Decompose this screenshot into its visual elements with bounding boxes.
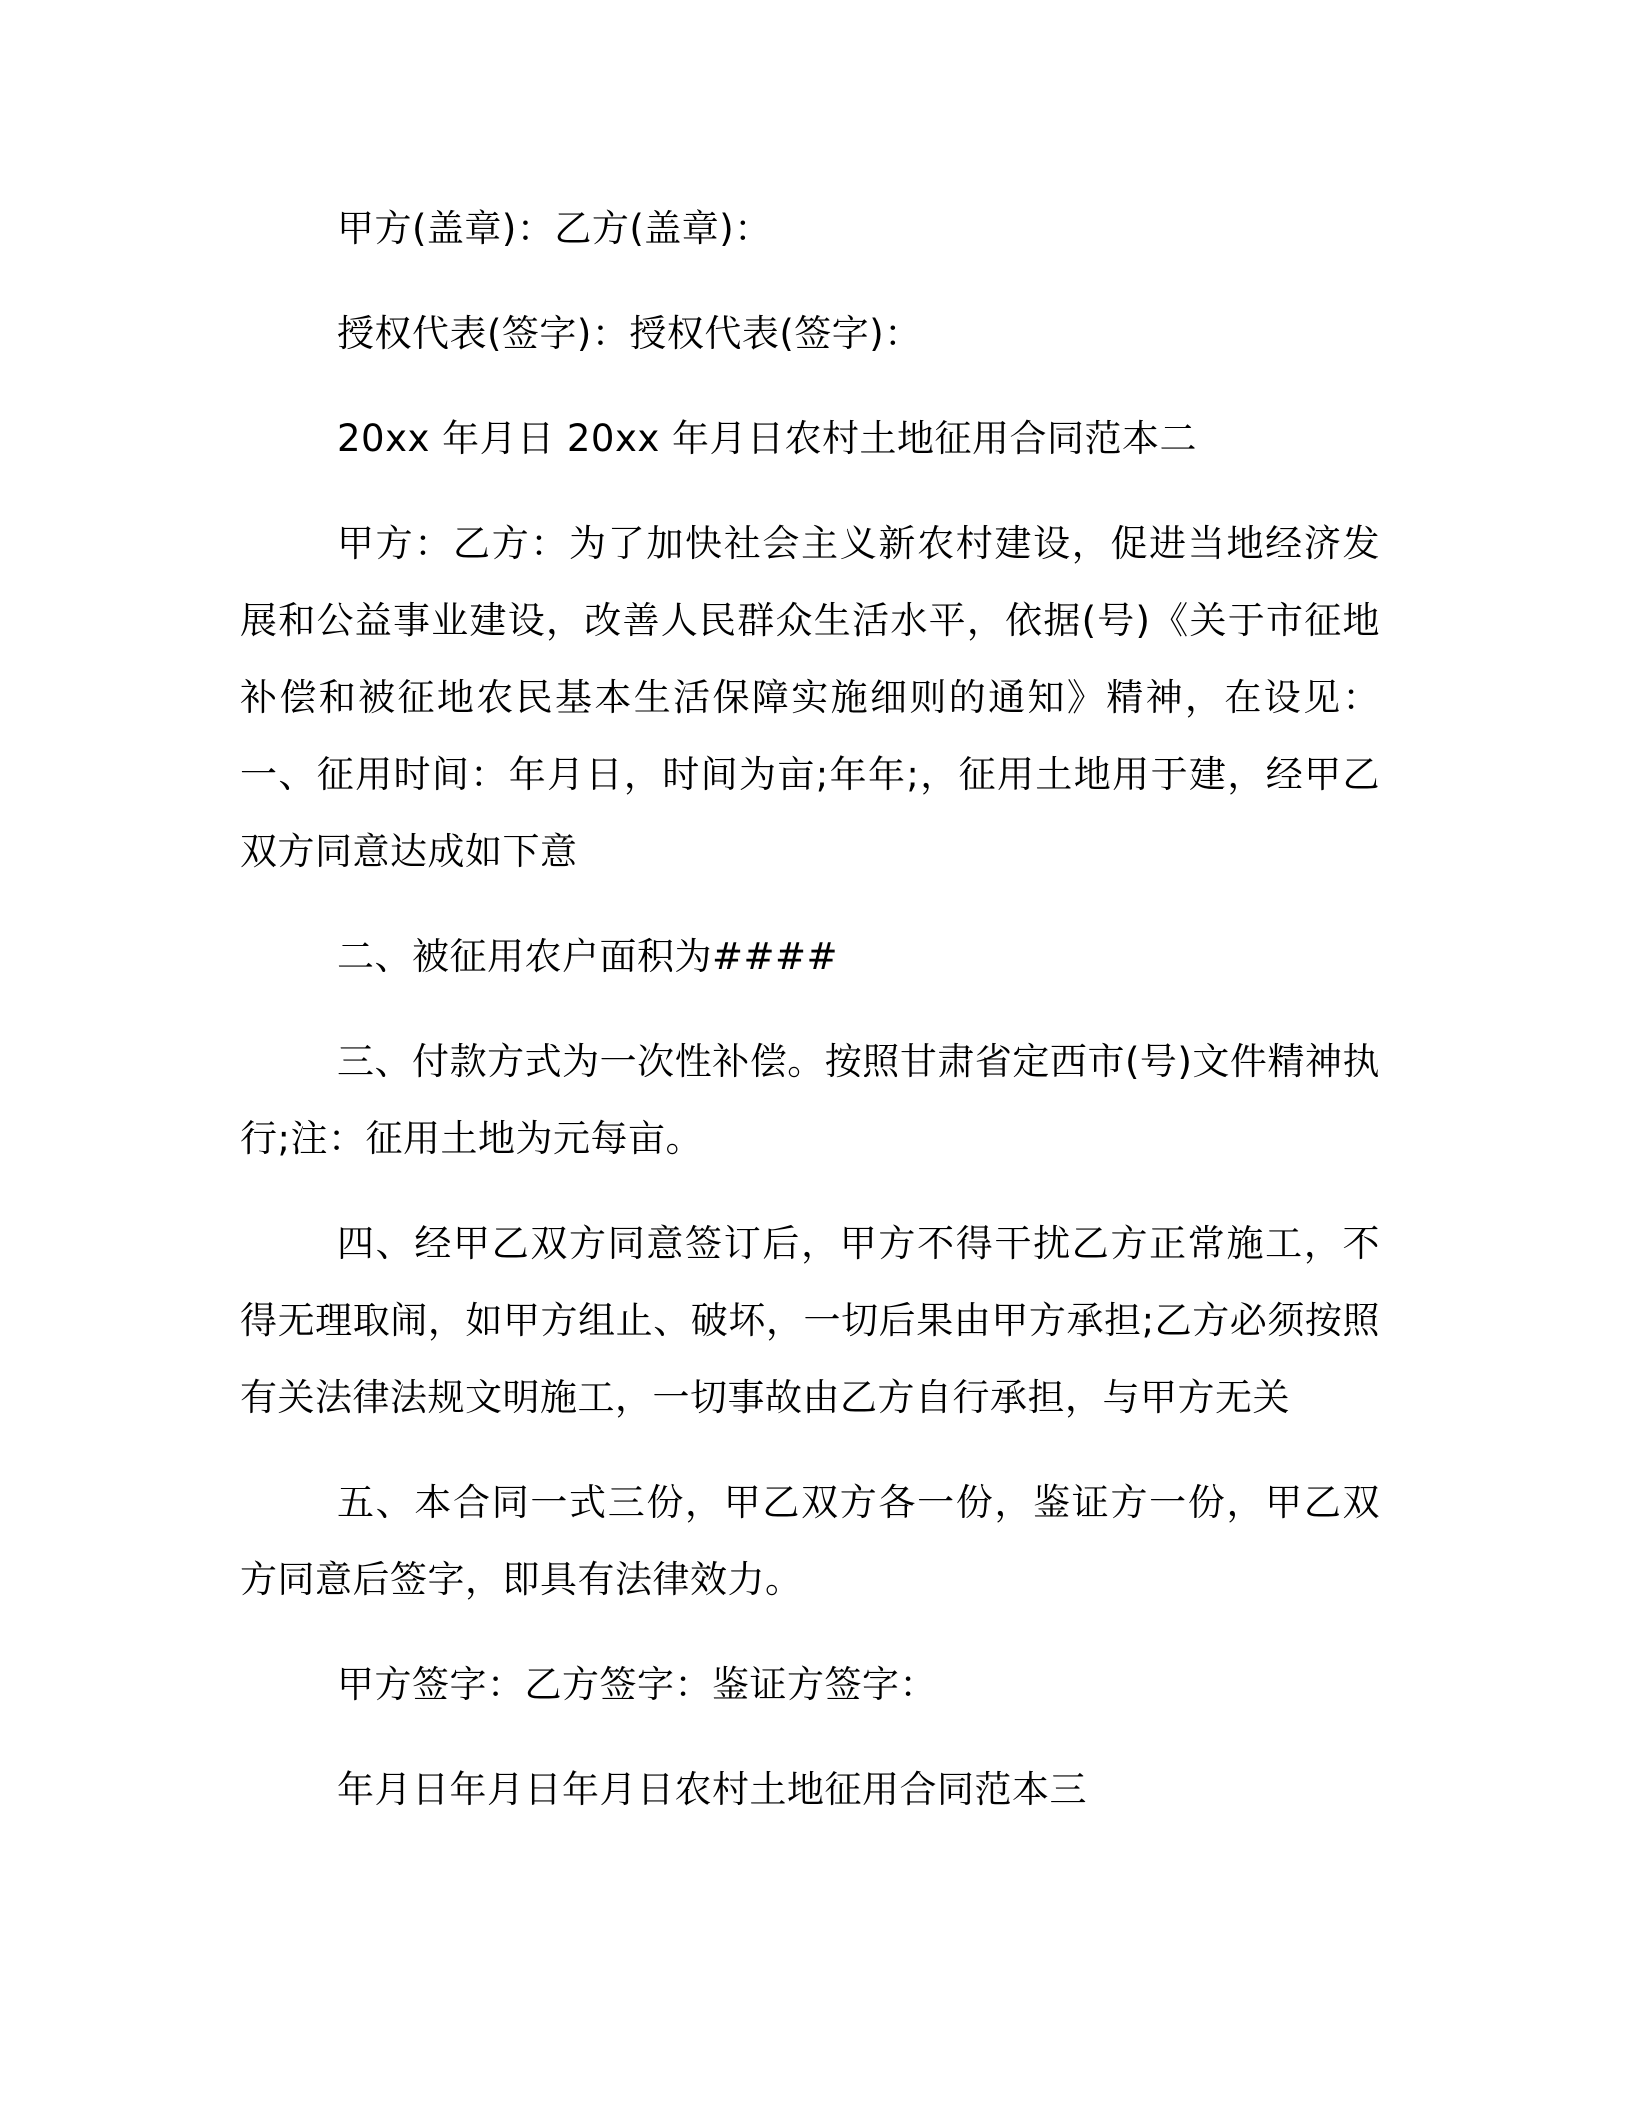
date-and-title-line: 20xx 年月日 20xx 年月日农村土地征用合同范本二: [337, 417, 1198, 460]
contract-preamble: 甲方：乙方：为了加快社会主义新农村建设，促进当地经济发展和公益事业建设，改善人民群众生活水平，依据(号)《关于市征地补偿和被征地农民基本生活保障实施细则的通知》精神，在设见：一、征用时间：年月日，时间为亩;年年;，征用土地用于建，经甲乙双方同意达成如下意: [240, 522, 1380, 873]
clause-three: 三、付款方式为一次性补偿。按照甘肃省定西市(号)文件精神执行;注：征用土地为元每亩。: [240, 1040, 1380, 1160]
date-and-next-title-line: 年月日年月日年月日农村土地征用合同范本三: [337, 1768, 1087, 1811]
clause-five: 五、本合同一式三份，甲乙双方各一份，鉴证方一份，甲乙双方同意后签字，即具有法律效力。: [240, 1481, 1380, 1601]
signature-seal-line: 甲方(盖章)：乙方(盖章)：: [337, 207, 772, 250]
signature-line: 甲方签字：乙方签字：鉴证方签字：: [337, 1663, 937, 1706]
clause-four: 四、经甲乙双方同意签订后，甲方不得干扰乙方正常施工，不得无理取闹，如甲方组止、破坏，一切后果由甲方承担;乙方必须按照有关法律法规文明施工，一切事故由乙方自行承担，与甲方无关: [240, 1222, 1380, 1419]
clause-two: 二、被征用农户面积为####: [337, 935, 839, 978]
document-body: [240, 190, 1380, 1856]
authorized-representative-line: 授权代表(签字)：授权代表(签字)：: [337, 312, 922, 355]
